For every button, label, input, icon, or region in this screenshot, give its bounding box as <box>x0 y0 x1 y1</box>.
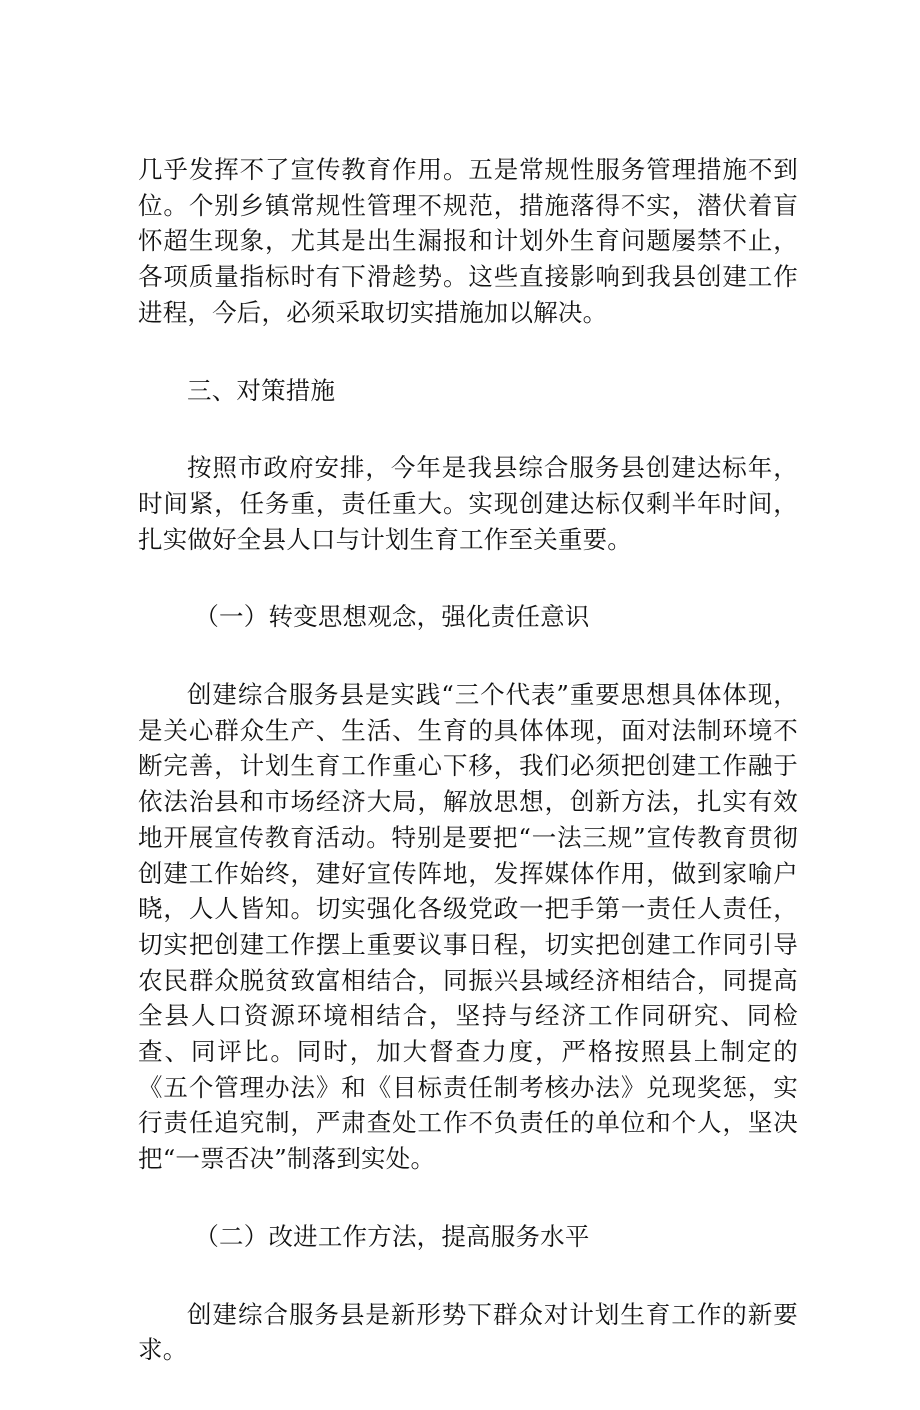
paragraph-change-thinking: 创建综合服务县是实践“三个代表”重要思想具体体现，是关心群众生产、生活、生育的具体体现，面对法制环境不断完善，计划生育工作重心下移，我们必须把创建工作融于依法治县和市场经济大局，解放思想，创新方法，扎实有效地开展宣传教育活动。特别是要把“一法三规”宣传教育贯彻创建工作始终，建好宣传阵地，发挥媒体作用，做到家喻户晓，人人皆知。切实强化各级党政一把手第一责任人责任，切实把创建工作摆上重要议事日程，切实把创建工作同引导农民群众脱贫致富相结合，同振兴县域经济相结合，同提高全县人口资源环境相结合，坚持与经济工作同研究、同检查、同评比。同时，加大督查力度，严格按照县上制定的《五个管理办法》和《目标责任制考核办法》兑现奖惩，实行责任追究制，严肃查处工作不负责任的单位和个人，坚决把“一票否决”制落到实处。 <box>138 680 798 1174</box>
paragraph-intro-countermeasures: 按照市政府安排，今年是我县综合服务县创建达标年，时间紧，任务重，责任重大。实现创建达标仅剩半年时间，扎实做好全县人口与计划生育工作至关重要。 <box>138 453 798 554</box>
subheading-change-thinking: （一）转变思想观念，强化责任意识 <box>194 602 590 632</box>
section-heading-countermeasures: 三、对策措施 <box>187 375 336 405</box>
paragraph-improve-methods: 创建综合服务县是新形势下群众对计划生育工作的新要求。 <box>138 1299 798 1365</box>
document-body <box>138 152 798 1410</box>
subheading-improve-methods: （二）改进工作方法，提高服务水平 <box>194 1221 590 1251</box>
paragraph-problem-five: 几乎发挥不了宣传教育作用。五是常规性服务管理措施不到位。个别乡镇常规性管理不规范，措施落得不实，潜伏着盲怀超生现象，尤其是出生漏报和计划外生育问题屡禁不止，各项质量指标时有下滑趁势。这些直接影响到我县创建工作进程，今后，必须采取切实措施加以解决。 <box>138 155 798 327</box>
